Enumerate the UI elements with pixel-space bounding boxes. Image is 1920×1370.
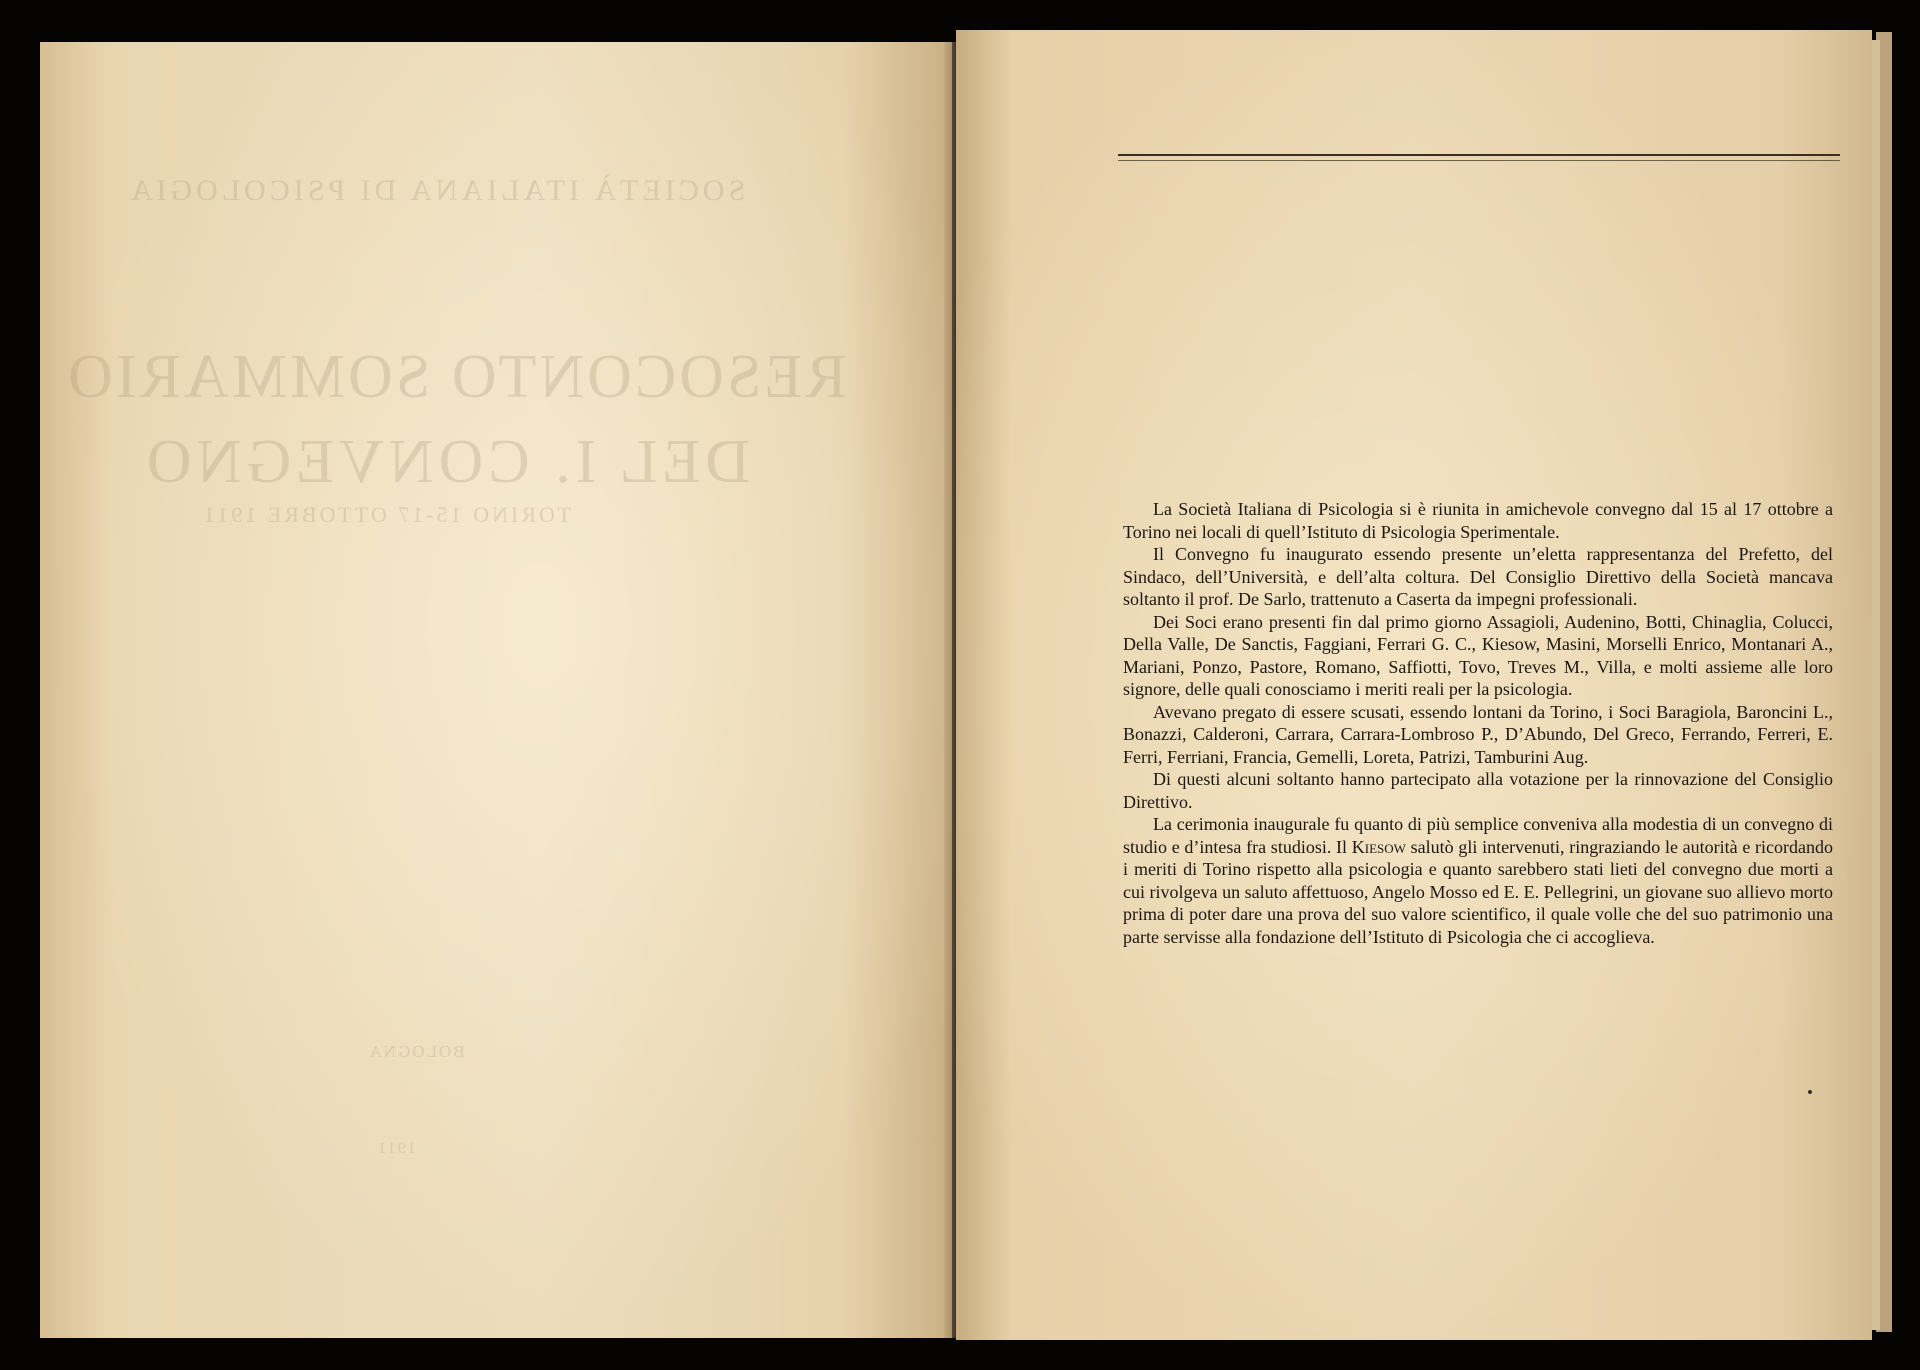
report-body-text <box>1123 498 1833 948</box>
show-through-society-name: SOCIETÀ ITALIANA DI PSICOLOGIA <box>126 174 746 207</box>
paragraph-3: Dei Soci erano presenti fin dal primo giorno Assagioli, Audenino, Botti, Chinaglia, Colucci, Della Valle, De Sanctis, Faggiani, Ferrari G. C., Kiesow, Masini, Morselli Enrico, Montanari A., Mariani, Ponzo, Pastore, Romano, Saffiotti, Tovo, Treves M., Villa, e molti assieme alle loro signore, delle quali conosciamo i meriti reali per la psicologia. <box>1123 611 1833 699</box>
show-through-date: TORINO 15-17 OTTOBRE 1911 <box>201 502 571 527</box>
paragraph-6-end: salutò gli intervenuti, ringraziando le autorità e ricordando i meriti di Torino rispetto alla psicologia e quanto sarebbero stati lieti del convegno due morti a cui rivolgeva un saluto affettuoso, Angelo Mosso ed E. E. Pellegrini, un giovane suo allievo morto prima di poter dare una prova del suo valore scientifico, il quale volle che del suo patrimonio una parte servisse alla fondazione dell’Istituto di Psicologia che ci accoglieva. <box>1123 836 1834 947</box>
show-through-year: 1911 <box>376 1140 416 1157</box>
left-page <box>40 42 952 1338</box>
kiesow-name: Kiesow <box>1351 836 1406 857</box>
paragraph-1: La Società Italiana di Psicologia si è riunita in amichevole convegno dal 15 al 17 ottobre a Torino nei locali di quell’Istituto di Psicologia Sperimentale. <box>1123 499 1833 542</box>
paragraph-6-start: La cerimonia inaugurale fu quanto di più semplice conveniva alla modestia di un convegno di studio e d’intesa fra studiosi. Il <box>1123 814 1833 857</box>
paragraph-6 <box>1123 813 1833 948</box>
paragraph-5: Di questi alcuni soltanto hanno partecipato alla votazione per la rinnovazione del Consiglio Direttivo. <box>1123 769 1833 812</box>
paragraph-2: Il Convegno fu inaugurato essendo presente un’eletta rappresentanza del Prefetto, del Sindaco, dell’Università, e dell’alta coltura. Del Consiglio Direttivo della Società mancava soltanto il prof. De Sarlo, trattenuto a Caserta da impegni professionali. <box>1123 544 1833 609</box>
show-through-city: BOLOGNA <box>367 1042 465 1061</box>
paper-speck <box>1808 1090 1812 1094</box>
page-stack-edge-inner <box>1872 40 1880 1330</box>
paragraph-4: Avevano pregato di essere scusati, essendo lontani da Torino, i Soci Baragiola, Baroncini L., Bonazzi, Calderoni, Carrara, Carrara-Lombroso P., D’Abundo, Del Greco, Ferrando, Ferreri, E. Ferri, Ferriani, Francia, Gemelli, Loreta, Patrizi, Tamburini Aug. <box>1123 701 1833 767</box>
right-page <box>956 30 1872 1340</box>
header-rule <box>1118 154 1840 156</box>
header-rule-thin <box>1118 160 1840 161</box>
show-through-title-line-2: DEL I. CONVEGNO <box>141 428 751 496</box>
show-through-title-line-1: RESOCONTO SOMMARIO <box>65 343 847 411</box>
